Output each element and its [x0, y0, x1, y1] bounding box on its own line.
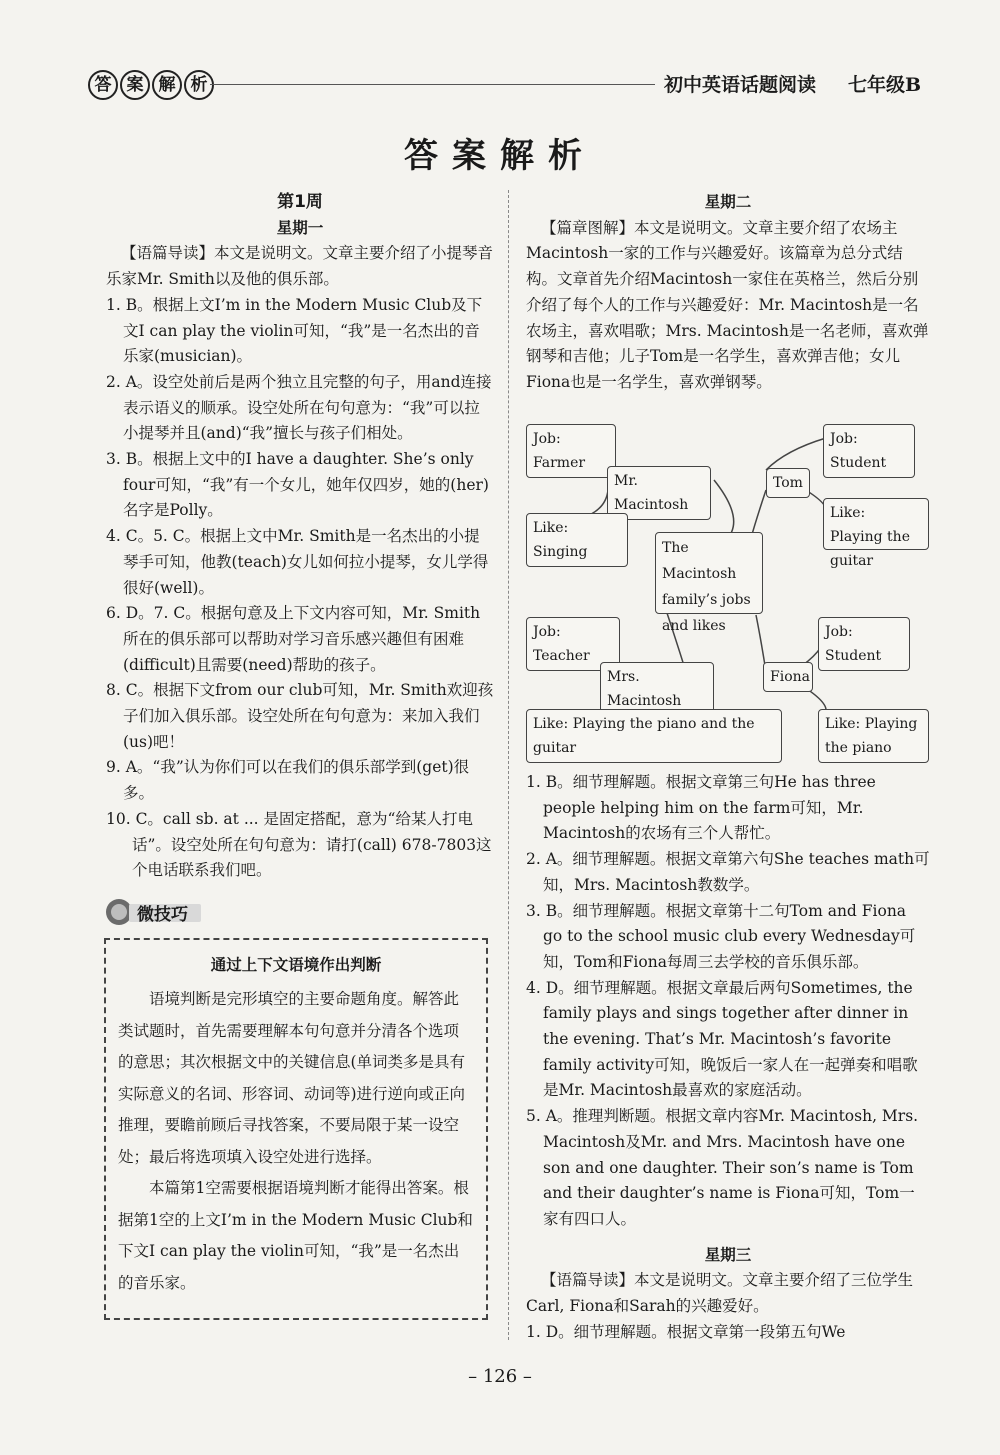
- page-number: – 126 –: [468, 1366, 532, 1387]
- answer-item: 2. A。设空处前后是两个独立且完整的句子，用and连接表示语义的顺承。设空处所在句句意为：“我”可以拉小提琴并且(and)“我”擅长与孩子们相处。: [106, 372, 492, 443]
- grade-label: 七年级B: [848, 74, 922, 96]
- reading-guide: 【语篇导读】本文是说明文。文章主要介绍了三位学生Carl, Fiona和Sarah的兴趣爱好。: [526, 1271, 914, 1316]
- answer-item: 1. B。根据上文I’m in the Modern Music Club及下文I can play the violin可知，“我”是一名杰出的音乐家(musician)。: [106, 295, 483, 366]
- answer-item: 8. C。根据下文from our club可知，Mr. Smith欢迎孩子们加入俱乐部。设空处所在句句意为：来加入我们(us)吧！: [106, 681, 494, 751]
- column-divider: [508, 190, 509, 1340]
- answer-item: 4. C。5. C。根据上文中Mr. Smith是一名杰出的小提琴手可知，他教(teach)女儿如何拉小提琴，女儿学得很好(well)。: [106, 527, 489, 597]
- diagram-intro: 【篇章图解】本文是说明文。文章主要介绍了农场主Macintosh一家的工作与兴趣爱好。该篇章为总分式结构。文章首先介绍Macintosh一家住在英格兰，然后分别介绍了每个人的工作与兴趣爱好：Mr. Macintosh是一名农场主，喜欢唱歌；Mrs. Macintosh是一名老师，喜欢弹钢琴和吉他；儿子Tom是一名学生，喜欢弹吉他；女儿Fiona也是一名学生，喜欢弹钢琴。: [526, 218, 929, 391]
- answer-item: 10. C。call sb. at ... 是固定搭配，意为“给某人打电话”。设空处所在句句意为：请打(call) 678-7803这个电话联系我们吧。: [106, 809, 492, 880]
- tip-paragraph: 本篇第1空需要根据语境判断才能得出答案。根据第1空的上文I’m in the Modern Music Club和下文I can play the violin可知，“我”是一名杰出的音乐家。: [118, 1179, 473, 1292]
- header-char: 解: [152, 70, 182, 100]
- tip-badge: [103, 895, 203, 929]
- mindmap-node: Job: Teacher: [526, 617, 620, 671]
- right-column-top: [526, 190, 930, 396]
- reading-guide: 【语篇导读】本文是说明文。文章主要介绍了小提琴音乐家Mr. Smith以及他的俱乐部。: [106, 244, 494, 289]
- day-heading: 星期三: [704, 1245, 752, 1264]
- answer-item: 1. B。细节理解题。根据文章第三句He has three people helping him on the farm可知，Mr. Macintosh的农场有三个人帮忙。: [526, 773, 876, 843]
- header-rule: [210, 84, 655, 85]
- mindmap-node: Mrs. Macintosh: [600, 662, 714, 716]
- answer-item: 6. D。7. C。根据句意及上下文内容可知，Mr. Smith所在的俱乐部可以帮助对学习音乐感兴趣但有困难(difficult)且需要(need)帮助的孩子。: [106, 604, 481, 674]
- answer-item: 4. D。细节理解题。根据文章最后两句Sometimes, the family plays and sings together after dinner in the evening. That’s Mr. Macintosh’s favorite family activity可知，晚饭后一家人在一起弹奏和唱歌是Mr. Macintosh最喜欢的家庭活动。: [526, 978, 918, 1100]
- left-column: [106, 190, 494, 884]
- tip-paragraph: 语境判断是完形填空的主要命题角度。解答此类试题时，首先需要理解本句句意并分清各个选项的意思；其次根据文中的关键信息(单词类多是具有实际意义的名词、形容词、动词等)进行逆向或正向推理，要瞻前顾后寻找答案，不要局限于某一设空处；最后将选项填入设空处进行选择。: [118, 990, 466, 1166]
- answer-item: 2. A。细节理解题。根据文章第六句She teaches math可知，Mrs. Macintosh教数学。: [526, 850, 930, 894]
- header-badges: [88, 70, 216, 100]
- mindmap-node: Like: Playing the piano and the guitar: [526, 709, 782, 763]
- mindmap-node: Like: Playing the piano: [818, 709, 929, 763]
- day-heading: 星期一: [276, 218, 324, 237]
- header-char: 案: [120, 70, 150, 100]
- book-title: 初中英语话题阅读: [664, 74, 817, 96]
- mindmap-node: Fiona: [763, 662, 813, 692]
- answer-item: 3. B。细节理解题。根据文章第十二句Tom and Fiona go to the school music club every Wednesday可知，Tom和Fiona每周三去学校的音乐俱乐部。: [526, 901, 916, 971]
- mindmap-node: Like: Singing: [526, 513, 628, 567]
- answer-item: 9. A。“我”认为你们可以在我们的俱乐部学到(get)很多。: [106, 758, 470, 803]
- mindmap-node: Tom: [766, 468, 810, 498]
- week-heading: 第1周: [277, 192, 323, 212]
- mindmap-node: Job: Student: [823, 424, 915, 478]
- answer-item: 3. B。根据上文中的I have a daughter. She’s only four可知，“我”有一个女儿，她年仅四岁，她的(her)名字是Polly。: [106, 450, 489, 520]
- tip-title: 通过上下文语境作出判断: [210, 956, 382, 974]
- mindmap-center: The Macintosh family’s jobs and likes: [655, 532, 763, 614]
- right-column-bottom: [526, 770, 930, 1345]
- answer-item: 5. A。推理判断题。根据文章内容Mr. Macintosh, Mrs. Macintosh及Mr. and Mrs. Macintosh have one son and one daughter. Their son’s name is Tom and their daughter’s name is Fiona可知，Tom一家有四口人。: [526, 1107, 919, 1228]
- mindmap-node: Mr. Macintosh: [607, 466, 711, 520]
- header-char: 析: [184, 70, 214, 100]
- mindmap-node: Job: Farmer: [526, 424, 616, 478]
- tip-box: [104, 938, 488, 1320]
- mindmap-node: Like: Playing the guitar: [823, 498, 929, 550]
- page-title: 答案解析: [404, 136, 596, 176]
- answer-item: 1. D。细节理解题。根据文章第一段第五句We: [526, 1322, 846, 1341]
- tip-badge-label: 微技巧: [137, 905, 188, 925]
- day-heading: 星期二: [704, 193, 752, 211]
- mindmap-node: Job: Student: [818, 617, 910, 671]
- header-char: 答: [88, 70, 118, 100]
